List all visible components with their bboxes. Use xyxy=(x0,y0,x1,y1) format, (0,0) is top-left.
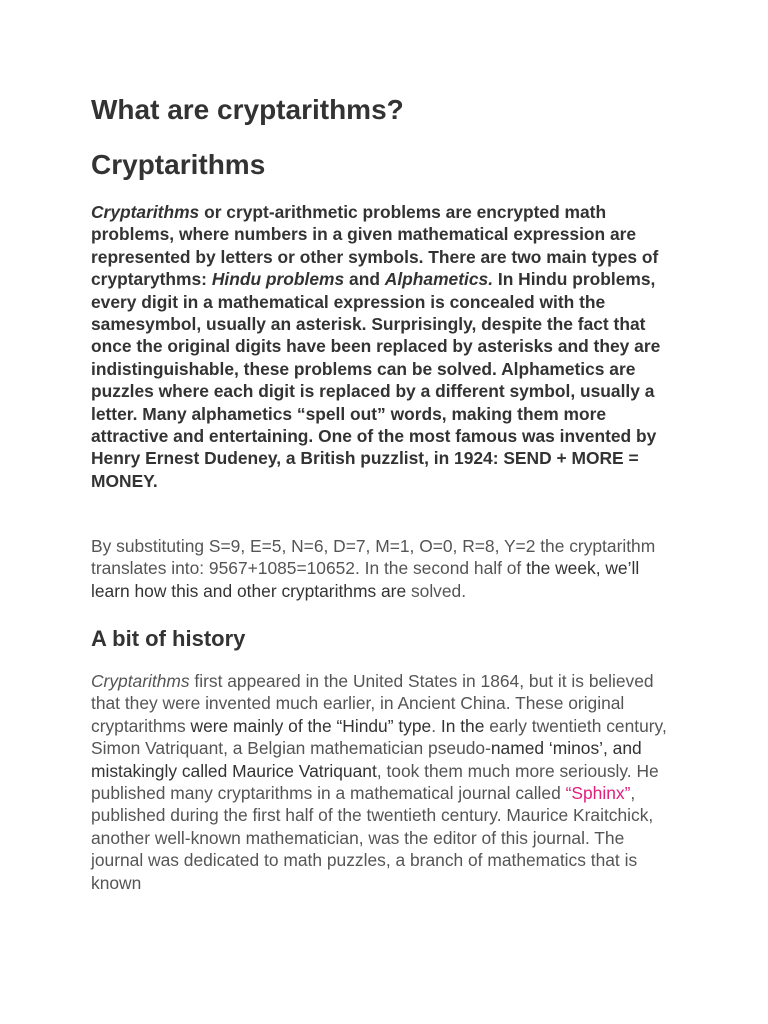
history-text-3: . xyxy=(431,715,441,736)
history-paragraph xyxy=(91,670,673,894)
section-title-cryptarithms: Cryptarithms xyxy=(91,149,266,180)
history-heading: A bit of history xyxy=(91,626,246,651)
page-title: What are cryptarithms? xyxy=(91,94,404,125)
intro-and: and xyxy=(344,269,385,290)
history-text-6: named ‘minos’, and mistakingly called Maurice Vatriquant xyxy=(91,738,642,781)
intro-alphametics-term: Alphametics. xyxy=(384,269,494,290)
substitution-text-3: solved. xyxy=(406,580,467,601)
history-text-1: first appeared in the United States in 1864, but it is believed that they were invented much earlier, in Ancient China. These original cryptarithms xyxy=(91,671,654,736)
history-text-4: In the xyxy=(440,715,485,736)
history-text-2: were mainly of the “Hindu” type xyxy=(190,715,432,736)
history-text-8: , published during the first half of the twentieth century. Maurice Kraitchick, another well-known mathematician, was the editor of this journal. The journal was dedicated to math puzzles, a branch of mathematics that is known xyxy=(91,783,654,893)
intro-text-1: or crypt-arithmetic problems are encrypted math problems, where numbers in a given mathematical expression are represented by letters or other symbols. There are two main types of cryptarythms: xyxy=(91,202,659,290)
history-text-7: , took them much more seriously. He published many cryptarithms in a mathematical journal called xyxy=(91,760,659,804)
substitution-text-2: the week, we’ll learn how this and other cryptarithms are xyxy=(91,558,640,601)
substitution-text-1: By substituting S=9, E=5, N=6, D=7, M=1, O=0, R=8, Y=2 the cryptarithm translates into: 9567+1085=10652. In the second half of xyxy=(91,536,656,579)
intro-paragraph xyxy=(91,201,671,492)
intro-term: Cryptarithms xyxy=(91,202,200,222)
history-text-5: early twentieth century, Simon Vatriquant, a Belgian mathematician pseudo- xyxy=(91,715,667,759)
intro-text-2: In Hindu problems, every digit in a mathematical expression is concealed with the samesymbol, usually an asterisk. Surprisingly, despite the fact that once the original digits have been replaced by asterisks and they are indistinguishable, these problems can be solved. Alphametics are puzzles where each digit is replaced by a different symbol, usually a letter. Many alphametics “spell out” words, making them more attractive and entertaining. One of the most famous was invented by Henry Ernest Dudeney, a British puzzlist, in 1924: SEND + MORE = MONEY. xyxy=(91,269,661,491)
sphinx-link[interactable]: “Sphinx” xyxy=(565,783,631,804)
substitution-paragraph xyxy=(91,535,673,602)
history-term: Cryptarithms xyxy=(91,671,190,691)
intro-hindu-term: Hindu problems xyxy=(211,269,345,290)
